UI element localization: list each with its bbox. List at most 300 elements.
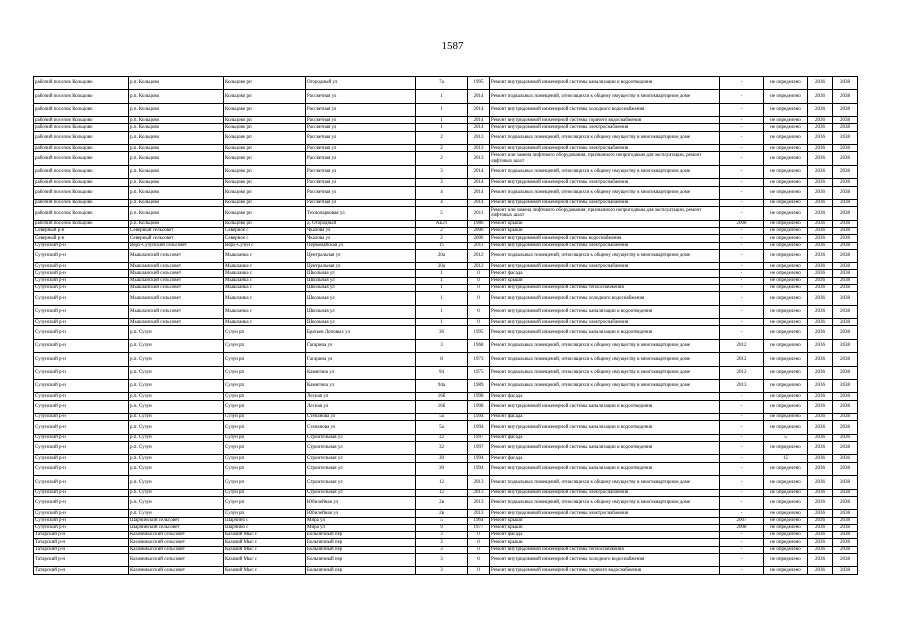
- work-type-cell: Ремонт внутридомовой инженерной системы горячего водоснабжения: [490, 117, 720, 124]
- locality-cell: Сузун рп: [224, 442, 306, 455]
- last-repair-year-cell: -: [720, 249, 764, 262]
- plan-start-year-cell: 2036: [808, 285, 833, 292]
- build-year-cell: 1995: [468, 326, 490, 339]
- locality-cell: Сузун рп: [224, 476, 306, 489]
- work-type-cell: Ремонт крыши: [490, 524, 720, 531]
- build-year-cell: 2011: [468, 242, 490, 249]
- locality-cell: Сузун рп: [224, 326, 306, 339]
- plan-start-year-cell: 2036: [808, 462, 833, 475]
- build-year-cell: 2013: [468, 152, 490, 165]
- street-cell: Школьная ул: [306, 305, 416, 318]
- cost-cell: не определено: [764, 421, 808, 434]
- work-type-cell: Ремонт подвальных помещений, относящихся к общему имуществу в многоквартирном доме: [490, 165, 720, 178]
- last-repair-year-cell: -: [720, 199, 764, 206]
- house-number-cell: 2: [416, 227, 468, 234]
- plan-end-year-cell: 2038: [833, 249, 858, 262]
- cost-cell: не определено: [764, 199, 808, 206]
- house-number-cell: 2: [416, 235, 468, 242]
- table-row: [34, 152, 858, 165]
- work-type-cell: Ремонт подвальных помещений, относящихся к общему имуществу в многоквартирном доме: [490, 186, 720, 199]
- last-repair-year-cell: -: [720, 414, 764, 421]
- work-type-cell: Ремонт фасада: [490, 434, 720, 441]
- house-number-cell: 1: [416, 292, 468, 305]
- page-number: 1587: [441, 40, 464, 52]
- plan-end-year-cell: 2038: [833, 270, 858, 277]
- build-year-cell: 0: [468, 539, 490, 546]
- municipal-district-cell: Сузунский р-н: [34, 270, 129, 277]
- settlement-cell: р.п. Кольцово: [129, 165, 224, 178]
- settlement-cell: р.п. Кольцово: [129, 220, 224, 227]
- last-repair-year-cell: -: [720, 510, 764, 517]
- build-year-cell: 1997: [468, 442, 490, 455]
- municipal-district-cell: Сузунский р-н: [34, 305, 129, 318]
- street-cell: Юбилейная ул: [306, 496, 416, 509]
- work-type-cell: Ремонт внутридомовой инженерной системы водоснабжения: [490, 235, 720, 242]
- table-row: [34, 270, 858, 277]
- house-number-cell: 4: [416, 186, 468, 199]
- locality-cell: Сузун рп: [224, 421, 306, 434]
- house-number-cell: 3: [416, 546, 468, 553]
- settlement-cell: р.п. Кольцово: [129, 103, 224, 116]
- table-row: [34, 242, 858, 249]
- plan-end-year-cell: 2038: [833, 380, 858, 393]
- cost-cell: не определено: [764, 77, 808, 90]
- plan-start-year-cell: 2036: [808, 421, 833, 434]
- municipal-district-cell: Северный р-н: [34, 235, 129, 242]
- municipal-district-cell: Сузунский р-н: [34, 249, 129, 262]
- municipal-district-cell: Сузунский р-н: [34, 476, 129, 489]
- cost-cell: не определено: [764, 270, 808, 277]
- capital-repair-table: [33, 76, 858, 575]
- table-row: [34, 326, 858, 339]
- plan-end-year-cell: 2038: [833, 567, 858, 574]
- build-year-cell: 1973: [468, 353, 490, 366]
- table-row: [34, 462, 858, 475]
- locality-cell: Мышланка с: [224, 277, 306, 284]
- house-number-cell: 8: [416, 353, 468, 366]
- plan-end-year-cell: 2036: [833, 434, 858, 441]
- cost-cell: не определено: [764, 442, 808, 455]
- work-type-cell: Ремонт подвальных помещений, относящихся к общему имуществу в многоквартирном доме: [490, 496, 720, 509]
- municipal-district-cell: Северный р-н: [34, 227, 129, 234]
- plan-end-year-cell: 2038: [833, 124, 858, 131]
- table-row: [34, 292, 858, 305]
- plan-end-year-cell: 2038: [833, 242, 858, 249]
- municipal-district-cell: рабочий поселок Кольцово: [34, 131, 129, 144]
- municipal-district-cell: Сузунский р-н: [34, 414, 129, 421]
- house-number-cell: 15: [416, 242, 468, 249]
- municipal-district-cell: рабочий поселок Кольцово: [34, 145, 129, 152]
- last-repair-year-cell: -: [720, 305, 764, 318]
- settlement-cell: р.п. Сузун: [129, 366, 224, 379]
- work-type-cell: Ремонт внутридомовой инженерной системы канализации и водоотведения: [490, 421, 720, 434]
- locality-cell: Казачий Мыс с: [224, 546, 306, 553]
- settlement-cell: р.п. Сузун: [129, 455, 224, 462]
- plan-start-year-cell: 2036: [808, 554, 833, 567]
- plan-end-year-cell: 2038: [833, 227, 858, 234]
- street-cell: Строительная ул: [306, 476, 416, 489]
- plan-end-year-cell: 2038: [833, 103, 858, 116]
- last-repair-year-cell: 2012: [720, 366, 764, 379]
- table-row: [34, 199, 858, 206]
- settlement-cell: р.п. Кольцово: [129, 186, 224, 199]
- plan-start-year-cell: 2036: [808, 152, 833, 165]
- build-year-cell: 0: [468, 292, 490, 305]
- house-number-cell: 36: [416, 326, 468, 339]
- house-number-cell: 32: [416, 442, 468, 455]
- last-repair-year-cell: -: [720, 476, 764, 489]
- work-type-cell: Ремонт внутридомовой инженерной системы канализации и водоотведения: [490, 77, 720, 90]
- street-cell: Лесная ул: [306, 393, 416, 400]
- last-repair-year-cell: -: [720, 77, 764, 90]
- plan-start-year-cell: 2036: [808, 77, 833, 90]
- locality-cell: Верх-Сузун с: [224, 242, 306, 249]
- settlement-cell: р.п. Сузун: [129, 496, 224, 509]
- locality-cell: Сузун рп: [224, 496, 306, 509]
- plan-end-year-cell: 2038: [833, 421, 858, 434]
- settlement-cell: Казачемысский сельсовет: [129, 554, 224, 567]
- municipal-district-cell: рабочий поселок Кольцово: [34, 124, 129, 131]
- cost-cell: не определено: [764, 414, 808, 421]
- build-year-cell: 1964: [468, 517, 490, 524]
- cost-cell: не определено: [764, 90, 808, 103]
- plan-start-year-cell: 2036: [808, 145, 833, 152]
- municipal-district-cell: рабочий поселок Кольцово: [34, 165, 129, 178]
- last-repair-year-cell: -: [720, 326, 764, 339]
- plan-start-year-cell: 2036: [808, 305, 833, 318]
- cost-cell: не определено: [764, 152, 808, 165]
- table-row: [34, 145, 858, 152]
- work-type-cell: Ремонт фасада: [490, 532, 720, 539]
- cost-cell: не определено: [764, 380, 808, 393]
- house-number-cell: 2: [416, 131, 468, 144]
- cost-cell: не определено: [764, 462, 808, 475]
- municipal-district-cell: Сузунский р-н: [34, 442, 129, 455]
- plan-end-year-cell: 2038: [833, 489, 858, 496]
- table-row: [34, 524, 858, 531]
- cost-cell: не определено: [764, 476, 808, 489]
- build-year-cell: 2013: [468, 496, 490, 509]
- cost-cell: не определено: [764, 524, 808, 531]
- work-type-cell: Ремонт внутридомовой инженерной системы канализации и водоотведения: [490, 305, 720, 318]
- cost-cell: не определено: [764, 366, 808, 379]
- table-row: [34, 77, 858, 90]
- plan-end-year-cell: 2038: [833, 90, 858, 103]
- cost-cell: не определено: [764, 124, 808, 131]
- settlement-cell: р.п. Сузун: [129, 414, 224, 421]
- work-type-cell: Ремонт внутридомовой инженерной системы теплоснабжения: [490, 285, 720, 292]
- cost-cell: не определено: [764, 326, 808, 339]
- locality-cell: Кольцово рп: [224, 186, 306, 199]
- last-repair-year-cell: -: [720, 462, 764, 475]
- plan-start-year-cell: 2036: [808, 414, 833, 421]
- table-row: [34, 442, 858, 455]
- table-row: [34, 366, 858, 379]
- street-cell: Технопарковая ул: [306, 207, 416, 220]
- table-row: [34, 510, 858, 517]
- house-number-cell: 12: [416, 476, 468, 489]
- plan-end-year-cell: 2038: [833, 414, 858, 421]
- house-number-cell: 20а: [416, 263, 468, 270]
- last-repair-year-cell: -: [720, 532, 764, 539]
- plan-end-year-cell: 2038: [833, 152, 858, 165]
- last-repair-year-cell: -: [720, 103, 764, 116]
- plan-end-year-cell: 2038: [833, 366, 858, 379]
- house-number-cell: 3: [416, 539, 468, 546]
- settlement-cell: Казачемысский сельсовет: [129, 546, 224, 553]
- settlement-cell: р.п. Сузун: [129, 326, 224, 339]
- street-cell: Степанова ул: [306, 414, 416, 421]
- street-cell: Школьная ул: [306, 270, 416, 277]
- street-cell: Рассветная ул: [306, 131, 416, 144]
- table-row: [34, 421, 858, 434]
- settlement-cell: Мышланский сельсовет: [129, 263, 224, 270]
- plan-end-year-cell: 2038: [833, 539, 858, 546]
- plan-end-year-cell: 2038: [833, 131, 858, 144]
- municipal-district-cell: рабочий поселок Кольцово: [34, 199, 129, 206]
- cost-cell: не определено: [764, 554, 808, 567]
- plan-end-year-cell: 2038: [833, 496, 858, 509]
- locality-cell: Казачий Мыс с: [224, 554, 306, 567]
- house-number-cell: 3: [416, 554, 468, 567]
- cost-cell: не определено: [764, 339, 808, 352]
- plan-start-year-cell: 2036: [808, 455, 833, 462]
- last-repair-year-cell: -: [720, 400, 764, 413]
- last-repair-year-cell: 2008: [720, 524, 764, 531]
- last-repair-year-cell: 2012: [720, 353, 764, 366]
- street-cell: Строительная ул: [306, 442, 416, 455]
- plan-end-year-cell: 2038: [833, 510, 858, 517]
- house-number-cell: 1: [416, 270, 468, 277]
- build-year-cell: 1994: [468, 462, 490, 475]
- municipal-district-cell: рабочий поселок Кольцово: [34, 186, 129, 199]
- municipal-district-cell: Сузунский р-н: [34, 242, 129, 249]
- house-number-cell: 7а: [416, 77, 468, 90]
- locality-cell: Сузун рп: [224, 400, 306, 413]
- locality-cell: Кольцово рп: [224, 90, 306, 103]
- settlement-cell: Казачемысский сельсовет: [129, 539, 224, 546]
- cost-cell: не определено: [764, 186, 808, 199]
- table-row: [34, 165, 858, 178]
- last-repair-year-cell: 2007: [720, 517, 764, 524]
- settlement-cell: Казачемысский сельсовет: [129, 532, 224, 539]
- cost-cell: не определено: [764, 263, 808, 270]
- build-year-cell: 0: [468, 532, 490, 539]
- build-year-cell: 2013: [468, 476, 490, 489]
- table-row: [34, 455, 858, 462]
- house-number-cell: 1: [416, 319, 468, 326]
- plan-start-year-cell: 2036: [808, 165, 833, 178]
- locality-cell: Мышланка с: [224, 285, 306, 292]
- street-cell: Рассветная ул: [306, 124, 416, 131]
- plan-start-year-cell: 2036: [808, 476, 833, 489]
- house-number-cell: 94а: [416, 380, 468, 393]
- build-year-cell: 1995: [468, 77, 490, 90]
- house-number-cell: 5: [416, 517, 468, 524]
- settlement-cell: р.п. Сузун: [129, 434, 224, 441]
- last-repair-year-cell: -: [720, 442, 764, 455]
- house-number-cell: 30: [416, 462, 468, 475]
- settlement-cell: Мышланский сельсовет: [129, 285, 224, 292]
- cost-cell: не определено: [764, 145, 808, 152]
- work-type-cell: Ремонт фасада: [490, 270, 720, 277]
- work-type-cell: Ремонт внутридомовой инженерной системы холодного водоснабжения: [490, 292, 720, 305]
- street-cell: Строительная ул: [306, 489, 416, 496]
- plan-end-year-cell: 2038: [833, 546, 858, 553]
- build-year-cell: 0: [468, 546, 490, 553]
- plan-start-year-cell: 2036: [808, 199, 833, 206]
- plan-start-year-cell: 2036: [808, 292, 833, 305]
- plan-end-year-cell: 2038: [833, 339, 858, 352]
- table-row: [34, 400, 858, 413]
- build-year-cell: 2012: [468, 263, 490, 270]
- municipal-district-cell: рабочий поселок Кольцово: [34, 117, 129, 124]
- build-year-cell: 2006: [468, 235, 490, 242]
- table-row: [34, 117, 858, 124]
- house-number-cell: 9: [416, 524, 468, 531]
- plan-start-year-cell: 2036: [808, 117, 833, 124]
- locality-cell: Сузун рп: [224, 489, 306, 496]
- build-year-cell: 1998: [468, 393, 490, 400]
- cost-cell: не определено: [764, 207, 808, 220]
- street-cell: Рассветная ул: [306, 179, 416, 186]
- work-type-cell: Ремонт или замена лифтового оборудования, признанного непригодным для эксплуатации, ремонт лифтовых шахт: [490, 152, 720, 165]
- cost-cell: не определено: [764, 179, 808, 186]
- table-row: [34, 277, 858, 284]
- street-cell: Гагарина ул: [306, 353, 416, 366]
- cost-cell: не определено: [764, 117, 808, 124]
- plan-start-year-cell: 2036: [808, 393, 833, 400]
- plan-end-year-cell: 2038: [833, 442, 858, 455]
- plan-end-year-cell: 2038: [833, 305, 858, 318]
- last-repair-year-cell: -: [720, 131, 764, 144]
- municipal-district-cell: Сузунский р-н: [34, 380, 129, 393]
- build-year-cell: 0: [468, 567, 490, 574]
- settlement-cell: р.п. Сузун: [129, 400, 224, 413]
- work-type-cell: Ремонт подвальных помещений, относящихся к общему имуществу в многоквартирном доме: [490, 476, 720, 489]
- table-row: [34, 517, 858, 524]
- work-type-cell: Ремонт крыши: [490, 277, 720, 284]
- locality-cell: Северное с: [224, 235, 306, 242]
- street-cell: Школьная ул: [306, 285, 416, 292]
- locality-cell: Кольцово рп: [224, 77, 306, 90]
- municipal-district-cell: Сузунский р-н: [34, 400, 129, 413]
- house-number-cell: 5: [416, 207, 468, 220]
- locality-cell: Мышланка с: [224, 292, 306, 305]
- table-row: [34, 496, 858, 509]
- cost-cell: не определено: [764, 517, 808, 524]
- locality-cell: Кольцово рп: [224, 220, 306, 227]
- build-year-cell: 2012: [468, 249, 490, 262]
- work-type-cell: Ремонт внутридомовой инженерной системы канализации и водоотведения: [490, 442, 720, 455]
- work-type-cell: Ремонт внутридомовой инженерной системы теплоснабжения: [490, 546, 720, 553]
- table-row: [34, 131, 858, 144]
- plan-end-year-cell: 2036: [833, 455, 858, 462]
- street-cell: Центральная ул: [306, 249, 416, 262]
- table-row: [34, 380, 858, 393]
- last-repair-year-cell: -: [720, 152, 764, 165]
- settlement-cell: р.п. Сузун: [129, 510, 224, 517]
- plan-start-year-cell: 2036: [808, 496, 833, 509]
- municipal-district-cell: Сузунский р-н: [34, 326, 129, 339]
- house-number-cell: 1: [416, 124, 468, 131]
- last-repair-year-cell: -: [720, 434, 764, 441]
- table-row: [34, 567, 858, 574]
- plan-end-year-cell: 2038: [833, 319, 858, 326]
- plan-end-year-cell: 2038: [833, 277, 858, 284]
- build-year-cell: 2006: [468, 227, 490, 234]
- last-repair-year-cell: -: [720, 165, 764, 178]
- locality-cell: Сузун рп: [224, 393, 306, 400]
- cost-cell: не определено: [764, 319, 808, 326]
- settlement-cell: Северный сельсовет: [129, 227, 224, 234]
- municipal-district-cell: рабочий поселок Кольцово: [34, 77, 129, 90]
- build-year-cell: 1994: [468, 414, 490, 421]
- municipal-district-cell: Сузунский р-н: [34, 455, 129, 462]
- work-type-cell: Ремонт подвальных помещений, относящихся к общему имуществу в многоквартирном доме: [490, 249, 720, 262]
- table-row: [34, 186, 858, 199]
- work-type-cell: Ремонт подвальных помещений, относящихся к общему имуществу в многоквартирном доме: [490, 366, 720, 379]
- table-row: [34, 124, 858, 131]
- locality-cell: Сузун рп: [224, 339, 306, 352]
- municipal-district-cell: рабочий поселок Кольцово: [34, 90, 129, 103]
- last-repair-year-cell: -: [720, 496, 764, 509]
- build-year-cell: 2011: [468, 207, 490, 220]
- street-cell: Чкалова ул: [306, 227, 416, 234]
- street-cell: Школьная ул: [306, 277, 416, 284]
- street-cell: Центральная ул: [306, 263, 416, 270]
- plan-start-year-cell: 2036: [808, 400, 833, 413]
- table-row: [34, 319, 858, 326]
- settlement-cell: Шарчинский сельсовет: [129, 517, 224, 524]
- build-year-cell: 0: [468, 277, 490, 284]
- plan-end-year-cell: 2038: [833, 532, 858, 539]
- work-type-cell: Ремонт подвальных помещений, относящихся к общему имуществу в многоквартирном доме: [490, 353, 720, 366]
- plan-start-year-cell: 2036: [808, 539, 833, 546]
- plan-start-year-cell: 2036: [808, 263, 833, 270]
- work-type-cell: Ремонт внутридомовой инженерной системы электроснабжения: [490, 124, 720, 131]
- locality-cell: Сузун рп: [224, 353, 306, 366]
- work-type-cell: Ремонт внутридомовой инженерной системы электроснабжения: [490, 242, 720, 249]
- municipal-district-cell: Сузунский р-н: [34, 393, 129, 400]
- house-number-cell: 1: [416, 305, 468, 318]
- house-number-cell: 2в: [416, 510, 468, 517]
- build-year-cell: 0: [468, 270, 490, 277]
- plan-end-year-cell: 2038: [833, 263, 858, 270]
- house-number-cell: 1: [416, 277, 468, 284]
- build-year-cell: 2014: [468, 124, 490, 131]
- table-row: [34, 249, 858, 262]
- settlement-cell: р.п. Сузун: [129, 380, 224, 393]
- municipal-district-cell: Сузунский р-н: [34, 285, 129, 292]
- house-number-cell: 3: [416, 532, 468, 539]
- build-year-cell: 2014: [468, 199, 490, 206]
- settlement-cell: р.п. Кольцово: [129, 199, 224, 206]
- build-year-cell: 2013: [468, 131, 490, 144]
- plan-end-year-cell: 2038: [833, 353, 858, 366]
- work-type-cell: Ремонт фасада: [490, 455, 720, 462]
- settlement-cell: р.п. Сузун: [129, 476, 224, 489]
- municipal-district-cell: Сузунский р-н: [34, 353, 129, 366]
- settlement-cell: р.п. Сузун: [129, 462, 224, 475]
- plan-end-year-cell: 2038: [833, 220, 858, 227]
- locality-cell: Казачий Мыс с: [224, 567, 306, 574]
- cost-cell: 5: [764, 434, 808, 441]
- work-type-cell: Ремонт подвальных помещений, относящихся к общему имуществу в многоквартирном доме: [490, 90, 720, 103]
- settlement-cell: р.п. Кольцово: [129, 90, 224, 103]
- plan-end-year-cell: 2038: [833, 554, 858, 567]
- cost-cell: 15: [764, 455, 808, 462]
